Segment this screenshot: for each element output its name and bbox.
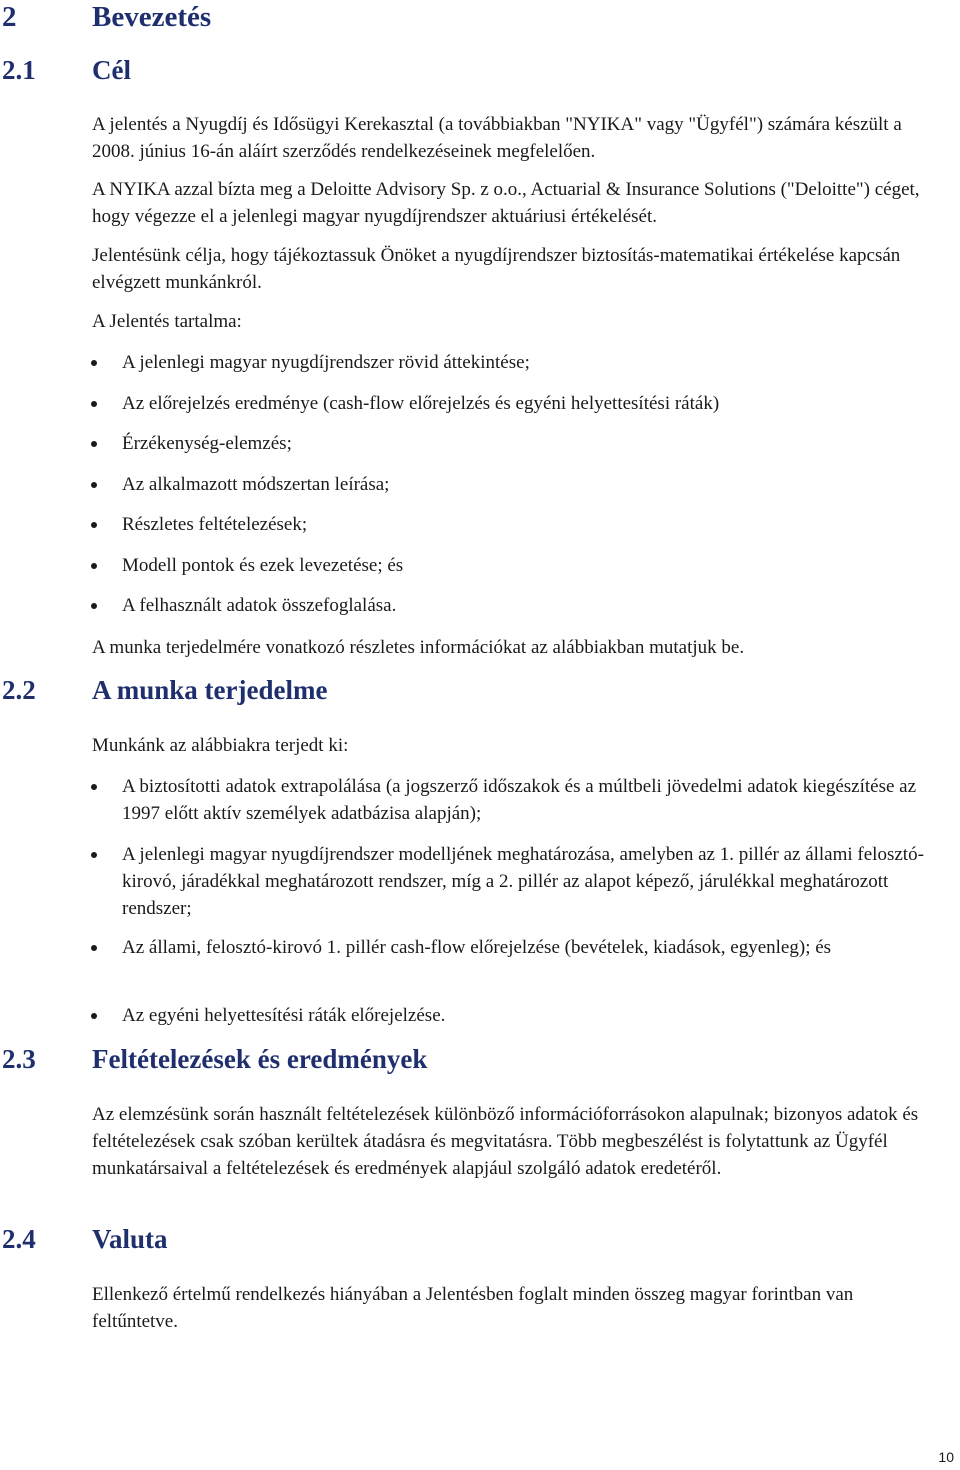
paragraph-engagement: A NYIKA azzal bízta meg a Deloitte Advisory Sp. z o.o., Actuarial & Insurance Solutions ("Deloitte") céget, hogy végezze el a jelenlegi magyar nyugdíjrendszer aktuáriusi értékelését. [92,179,920,227]
bullet-icon [91,360,97,366]
bullet-icon [91,784,97,790]
bullet-icon [91,401,97,407]
heading-number: 2.4 [2,1224,36,1254]
heading-number: 2.2 [2,675,36,705]
bullet-icon [91,482,97,488]
bullet-icon [91,945,97,951]
paragraph-scope-intro: Munkánk az alábbiakra terjedt ki: [92,735,349,756]
heading-number: 2.1 [2,55,36,85]
paragraph-currency: Ellenkező értelmű rendelkezés hiányában a Jelentésben foglalt minden összeg magyar forintban van feltűntetve. [92,1284,854,1332]
bullet-icon [91,852,97,858]
heading-title: A munka terjedelme [92,675,328,705]
bullet-icon [91,603,97,609]
bullet-icon [91,1013,97,1019]
heading-number: 2 [2,1,17,33]
heading-title: Bevezetés [92,1,212,33]
paragraph-goal: Jelentésünk célja, hogy tájékoztassuk Önöket a nyugdíjrendszer biztosítás-matematikai értékelése kapcsán elvégzett munkánkról. [92,245,901,293]
heading-title: Cél [92,55,131,85]
paragraph-contents-intro: A Jelentés tartalma: [92,311,242,332]
heading-title: Feltételezések és eredmények [92,1044,428,1074]
paragraph-report-purpose: A jelentés a Nyugdíj és Idősügyi Kerekasztal (a továbbiakban "NYIKA" vagy "Ügyfél") számára készült a 2008. június 16-án aláírt szerződés rendelkezéseinek megfelelően. [92,114,902,162]
bullet-icon [91,563,97,569]
page-number: 10 [938,1449,954,1465]
bullet-icon [91,441,97,447]
heading-number: 2.3 [2,1044,36,1074]
paragraph-assumptions: Az elemzésünk során használt feltételezések különböző információforrásokon alapulnak; bizonyos adatok és feltételezések csak szóban kerültek átadásra és megvitatásra. Több megbeszélést is folytattunk az Ügyfél munkatársaival a feltételezések és eredmények alapjául szolgáló adatok eredetéről. [92,1104,919,1179]
heading-title: Valuta [92,1224,168,1254]
paragraph-scope-reference: A munka terjedelmére vonatkozó részletes információkat az alábbiakban mutatjuk be. [92,637,745,658]
bullet-icon [91,522,97,528]
